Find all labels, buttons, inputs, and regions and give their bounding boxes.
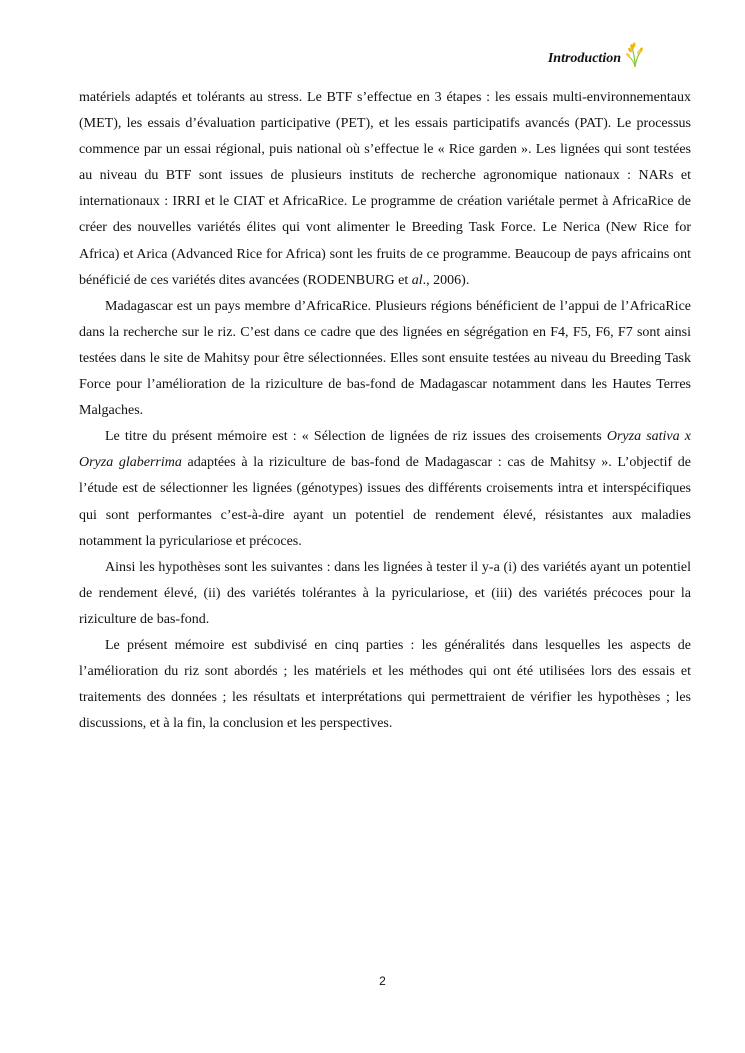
running-header xyxy=(548,50,645,68)
text-run: Madagascar est un pays membre d’AfricaRice. Plusieurs régions bénéficient de l’appui de l’AfricaRice dans la recherche sur le riz. C’est dans ce cadre que des lignées en ségrégation en F4, F5, F6, F7 sont ainsi testées dans le site de Mahitsy pour être sélectionnées. Elles sont ensuite testées au niveau du Breeding Task Force pour l’amélioration de la riziculture de bas-fond de Madagascar notamment dans les Hautes Terres Malgaches. xyxy=(79,298,691,419)
paragraph-madagascar xyxy=(79,294,691,424)
text-run: ., 2006). xyxy=(422,272,470,288)
italic-text: al xyxy=(411,272,423,288)
paragraph-structure xyxy=(79,633,691,737)
text-run: Le titre du présent mémoire est : « Sélection de lignées de riz issues des croisements xyxy=(105,429,607,445)
section-title: Introduction xyxy=(547,51,621,66)
text-run: adaptées à la riziculture de bas-fond de Madagascar : cas de Mahitsy ». L’objectif de l’étude est de sélectionner les lignées (génotypes) issues des différents croisements intra et interspécifiques qui sont performantes c’est-à-dire ayant un potentiel de rendement élevé, résistantes aux maladies notamment la pyriculariose et précoces. xyxy=(79,455,691,549)
paragraph-context-btf xyxy=(79,85,691,294)
italic-text: Oryza sativa x Oryza glaberrima xyxy=(79,429,691,471)
text-run: Le présent mémoire est subdivisé en cinq parties : les généralités dans lesquelles les aspects de l’amélioration du riz sont abordés ; les matériels et les méthodes qui ont été utilisées lors des essais et traitements des données ; les résultats et interprétations qui permettraient de vérifier les hypothèses ; les discussions, et à la fin, la conclusion et les perspectives. xyxy=(79,637,691,732)
page-number: 2 xyxy=(379,974,386,988)
paragraph-title-objective xyxy=(79,424,691,554)
rice-plant-icon xyxy=(625,42,645,68)
text-run: matériels adaptés et tolérants au stress. Le BTF s’effectue en 3 étapes : les essais multi-environnementaux (MET), les essais d’évaluation participative (PET), et les essais participatifs avancés (PAT). Le processus commence par un essai régional, puis national où s’effectue le « Rice garden ». Les lignées qui sont testées au niveau du BTF sont issues de plusieurs instituts de recherche agronomique nationaux : NARs et internationaux : IRRI et le CIAT et AfricaRice. Le programme de création variétale permet à AfricaRice de créer des nouvelles variétés élites qui vont alimenter le Breeding Task Force. Le Nerica (New Rice for Africa) et Arica (Advanced Rice for Africa) sont les fruits de ce programme. Beaucoup de pays africains ont bénéficié de ces variétés dites avancées (RODENBURG et xyxy=(79,90,691,288)
text-run: Ainsi les hypothèses sont les suivantes : dans les lignées à tester il y-a (i) des variétés ayant un potentiel de rendement élevé, (ii) des variétés tolérantes à la pyriculariose, et (iii) des variétés précoces pour la riziculture de bas-fond. xyxy=(79,559,691,627)
paragraph-hypotheses xyxy=(79,555,691,633)
body-text xyxy=(79,85,691,737)
